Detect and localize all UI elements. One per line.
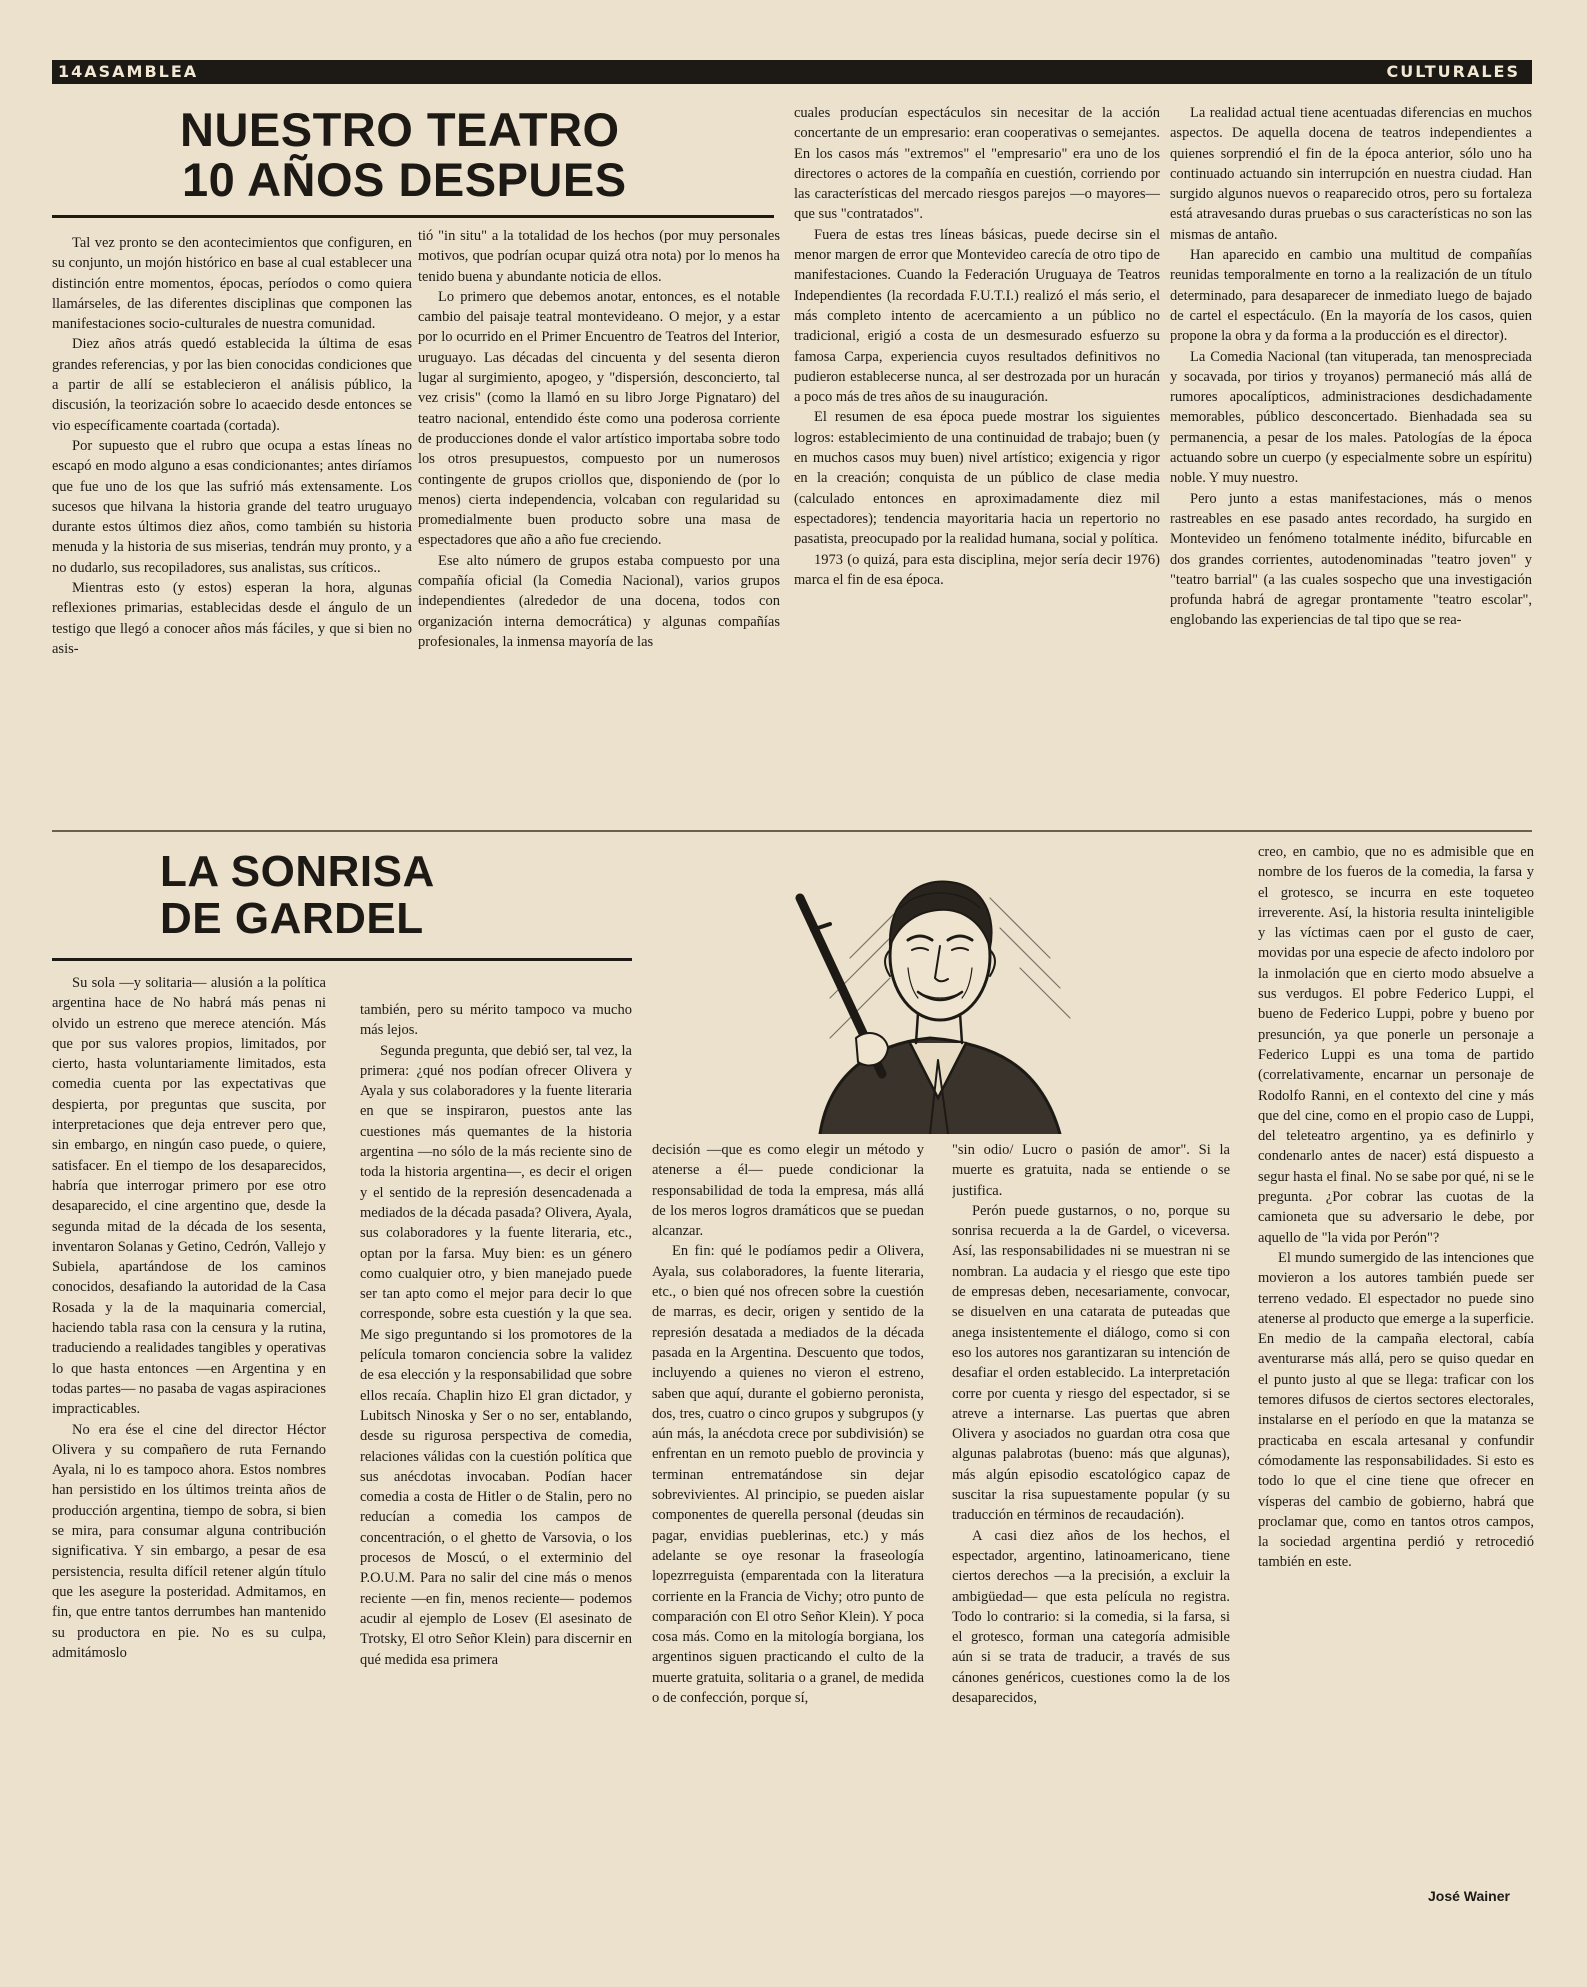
paragraph: El mundo sumergido de las intenciones que movieron a los autores también puede ser terreno vedado. El espectador no puede sino atenerse al producto que emerge a la superficie. En medio de la campaña electoral, cabía aventurarse más allá, pero se quiso quedar en el punto justo al que se llega: traficar con los temores difusos de ciertos sectores electorales, instalarse en el período en que la matanza se practicaba en escala artesanal y confundir cómodamente las responsabilidades. Si esto es todo lo que el cine tiene que ofrecer en vísperas del cambio de gobierno, habrá que proclamar que, como en tantos otros campos, la sociedad argentina perdió y retrocedió también en este. xyxy=(1258,1249,1534,1571)
article1-column-4 xyxy=(1170,103,1532,801)
paragraph: Fuera de estas tres líneas básicas, puede decirse sin el menor margen de error que Montevideo carecía de otro tipo de manifestaciones. Cuando la Federación Uruguaya de Teatros Independientes (la recordada F.U.T.I.) realizó el más serio, el más completo intento de acercamiento a un público no tradicional, erigió a costa de un desmesurado esfuerzo su famosa Carpa, experiencia cuyos resultados definitivos no pudieron establecerse nunca, al ser destrozada por un huracán a poco más de tres años de su inauguración. xyxy=(794,226,1160,406)
article2-title xyxy=(160,848,435,942)
portrait-illustration-icon xyxy=(790,838,1086,1134)
article2-title-line1: LA SONRISA xyxy=(160,847,435,896)
article1-title-rule xyxy=(52,215,774,218)
article1-column-3 xyxy=(794,103,1160,801)
paragraph: Tal vez pronto se den acontecimientos que configuren, en su conjunto, un mojón histórico en base al cual establecer una distinción entre momentos, épocas, períodos o como quiera llamárseles, de las diferentes disciplinas que componen las manifestaciones socio-culturales de nuestra comunidad. xyxy=(52,235,412,333)
paragraph: tió "in situ" a la totalidad de los hechos (por muy personales motivos, que podrían ocupar quizá otra nota) por lo menos ha tenido buena y abundante noticia de ellos. xyxy=(418,228,780,285)
article1-title-line1: NUESTRO TEATRO xyxy=(180,103,620,156)
paragraph: No era ése el cine del director Héctor Olivera y su compañero de ruta Fernando Ayala, ni lo es tampoco ahora. Estos nombres han persistido en los últimos treinta años de producción argentina, tiempo de sobra, si bien se mira, para consumar alguna contribución significativa. Y sin embargo, a pesar de esa persistencia, resulta difícil retener algún título que les asegure la posteridad. Admitamos, en fin, que entre tantos derrumbes han mantenido su productora en pie. No es su culpa, admitámoslo xyxy=(52,1421,326,1661)
article1-column-1 xyxy=(52,233,412,801)
paragraph: Mientras esto (y estos) esperan la hora, algunas reflexiones primarias, establecidas desde el ángulo de un testigo que llegó a conocer años más fáciles, y que si bien no asis- xyxy=(52,580,412,657)
author-signature: José Wainer xyxy=(1428,1888,1510,1904)
section-name: CULTURALES xyxy=(1386,62,1520,81)
paragraph: Lo primero que debemos anotar, entonces, es el notable cambio del paisaje teatral montevideano. O mejor, y a estar por lo ocurrido en el Primer Encuentro de Teatros del Interior, uruguayo. Las décadas del cincuenta y del sesenta dieron lugar al surgimiento, apogeo, y "dispersión, desconcierto, tal vez crisis" (como la llamó en su libro Jorge Pignataro) del teatro nacional, entendido éste como una poderosa corriente de producciones donde el valor artístico importaba sobre todo los otros presupuestos, compuesto por un numerosos contingente de grupos criollos que, disponiendo de (por lo menos) cierta independencia, volcaban con regularidad su promedialmente buen producto sobre una masa de espectadores que año a año fue creciendo. xyxy=(418,288,780,549)
paragraph: Pero junto a estas manifestaciones, más o menos rastreables en ese pasado antes recordado, ha surgido en Montevideo un fenómeno totalmente inédito, bifurcable en dos grandes corrientes, autodenominadas "teatro joven" y "teatro barrial" (a las cuales sospecho que una investigación profunda habrá de agregar prontamente "teatro escolar", englobando las experiencias de tal tipo que se rea- xyxy=(1170,490,1532,629)
paragraph: Por supuesto que el rubro que ocupa a estas líneas no escapó en modo alguno a esas condicionantes; antes diríamos que fue uno de los que las sufrió más extensamente. Los sucesos que hilvana la historia grande del teatro uruguayo durante estos últimos diez años, como también su historia menuda y la historia de sus miserias, tendrán muy pronto, y a no dudarlo, sus recopiladores, sus analistas, sus críticos.. xyxy=(52,437,412,576)
article2-title-rule xyxy=(52,958,632,961)
paragraph: La realidad actual tiene acentuadas diferencias en muchos aspectos. De aquella docena de teatros independientes a quienes sorprendió el fin de la época anterior, sólo uno ha continuado actuando sin interrupción en nuestra ciudad. Han surgido algunos nuevos o reaparecido otros, pero su fortaleza está atravesando duras pruebas o sus características no son las mismas de antaño. xyxy=(1170,105,1532,243)
article1-title-line2: 10 AÑOS DESPUES xyxy=(182,153,627,207)
article2-column-5 xyxy=(1258,842,1534,1852)
paragraph: creo, en cambio, que no es admisible que en nombre de los fueros de la comedia, la farsa y el grotesco, se incurra en este toqueteo irreverente. Así, la historia resulta ininteligible y las víctimas caen por el gusto de caer, movidas por una especie de afecto indoloro por la inmolación que en cierto modo absuelve a sus verdugos. El pobre Federico Luppi, el bueno de Federico Luppi, pobre y bueno por presunción, ya que ponerle un personaje a Federico Luppi es una toma de partido (correlativamente, encarnar un personaje de Rodolfo Ranni, en el contexto del cine y más que del cine, como en el propio caso de Luppi, del teleteatro argentino, ya es definirlo y condenarlo antes de nacer) está dispuesto a segur hasta el final. No se sabe por qué, ni se le pregunta. ¿Por cobrar las cuotas de la camioneta que su adversario le debe, por aquello de "la vida por Perón"? xyxy=(1258,844,1534,1246)
article2-column-1 xyxy=(52,973,326,1908)
paragraph: Diez años atrás quedó establecida la última de esas grandes referencias, y por las bien conocidas condiciones que a partir de allí se establecieron el análisis público, la discusión, la teorización sobre lo acaecido desde entonces se vio específicamente coartada (cortada). xyxy=(52,336,412,434)
paragraph: Ese alto número de grupos estaba compuesto por una compañía oficial (la Comedia Nacional), varios grupos independientes (alrededor de una docena, todos con organización interna democrática) y algunas compañías profesionales, la inmensa mayoría de las xyxy=(418,552,780,650)
article1-column-2 xyxy=(418,226,780,801)
paragraph: Su sola —y solitaria— alusión a la política argentina hace de No habrá más penas ni olvido un estreno que merece atención. Más que por sus valores propios, limitados, por cierto, hasta voluntariamente limitados, esta comedia cuenta por las expectativas que despierta, por preguntas que suscita, por interpretaciones que deja entrever pero que, sin embargo, en ningún caso puede, o quiere, satisfacer. En el tiempo de los desaparecidos, habría que interrogar primero por ese otro desaparecido, el cine argentino que, desde la segunda mitad de la década de los sesenta, inventaron Solanas y Getino, Cedrón, Vallejo y Subiela, apartándose de los caminos conocidos, desafiando la autoridad de la Casa Rosada y la de la maquinaria comercial, haciendo tabla rasa con la censura y la rutina, traduciendo a realidades tangibles y operativas lo que hasta entonces —en Argentina y en todas partes— no pasaba de vagas aspiraciones impracticables. xyxy=(52,975,326,1418)
paragraph: cuales producían espectáculos sin necesitar de la acción concertante de un empresario: eran cooperativas o semejantes. En los casos más "extremos" el "empresario" era uno de los directores o actores de la compañía en cuestión, corriendo por las características del mercado riesgos parejos —o mayores— que sus "contratados". xyxy=(794,105,1160,223)
paragraph: decisión —que es como elegir un método y atenerse a él— puede condicionar la responsabilidad de toda la empresa, más allá de los meros logros dramáticos que se puedan alcanzar. xyxy=(652,1142,924,1240)
article2-column-3 xyxy=(652,1140,924,1908)
page-header-banner xyxy=(52,60,1532,84)
article2-column-2 xyxy=(360,1000,632,1908)
paragraph: Perón puede gustarnos, o no, porque su sonrisa recuerda a la de Gardel, o viceversa. Así, las responsabilidades ni se muestran ni se nombran. La audacia y el riesgo que este tipo de empresas deben, necesariamente, convocar, se disuelven en una catarata de puteadas que anega insistentemente el diálogo, como si con eso los autores nos garantizaran su intención de desafiar el orden establecido. La interpretación corre por cuenta y riesgo del espectador, si se atreve a internarse. Las puertas que abren Olivera y asociados no guardan otra cosa que algunas palabrotas (bueno: más que algunas), más algún episodio escatológico capaz de suscitar la risa supuestamente popular (y su traducción en términos de recaudación). xyxy=(952,1202,1230,1524)
paragraph: La Comedia Nacional (tan vituperada, tan menospreciada y socavada, por tirios y troyanos) permaneció más allá de rumores apocalípticos, administraciones desdichadamente memorables, público desconcertado. Bienhadada sea su permanencia, a pesar de los males. Patologías de la época actuando sobre un cuerpo (y especialmente sobre un espíritu) noble. Y muy nuestro. xyxy=(1170,348,1532,487)
article-separator xyxy=(52,830,1532,832)
paragraph: 1973 (o quizá, para esta disciplina, mejor sería decir 1976) marca el fin de esa época. xyxy=(794,551,1160,588)
paragraph: En fin: qué le podíamos pedir a Olivera, Ayala, sus colaboradores, la fuente literaria, etc., o bien qué nos ofrecen sobre la cuestión de marras, es decir, origen y sentido de la represión desatada a mediados de la década pasada en la Argentina. Descuento que todos, incluyendo a quienes no vieron el estreno, saben que aquí, durante el gobierno peronista, dos, tres, cuatro o cinco grupos y subgrupos (y aún más, la anécdota crece por subdivisión) se enfrentan en un remoto pueblo de provincia y terminan entrematándose sin dejar sobrevivientes. Al principio, se pueden aislar componentes de querella personal (deudas sin pagar, envidias pueblerinas, etc.) y más adelante se oye resonar la fraseología lopezrreguista (emparentada con la literatura corriente en la Francia de Vichy; otro punto de comparación con El otro Señor Klein). Y poca cosa más. Como en la mitología borgiana, los argentinos siguen practicando el culto de la muerte gratuita, solitaria o a granel, de medida o de confección, porque sí, xyxy=(652,1243,924,1707)
paragraph: El resumen de esa época puede mostrar los siguientes logros: establecimiento de una continuidad de trabajo; buen (y en muchos casos muy buen) nivel artístico; exigencia y rigor en la creación; conquista de un público de clase media (calculado entonces en aproximadamente diez mil espectadores); tendencia mayoritaria hacia un repertorio no pasatista, preocupado por la realidad humana, social y política. xyxy=(794,409,1160,548)
paragraph: Segunda pregunta, que debió ser, tal vez, la primera: ¿qué nos podían ofrecer Olivera y Ayala y sus colaboradores y la fuente literaria en que se inspiraron, puestos ante las cuestiones más quemantes de la historia argentina —no sólo de la más reciente sino de toda la historia argentina—, es decir el origen y el sentido de la represión desencadenada a mediados de la década pasada? Olivera, Ayala, sus colaboradores y la fuente literaria, etc., optan por la farsa. Muy bien: es un género como cualquier otro, y bien manejado puede ser tan apto como el mejor para decir lo que corresponde, sobre esta cuestión y la que sea. Me sigo preguntando si los promotores de la película tomaron conciencia sobre la validez de esa elección y la responsabilidad que sobre ellos recaía. Chaplin hizo El gran dictador, y Lubitsch Ninoska y Ser o no ser, entablando, desde su rigurosa perspectiva de comedia, relaciones válidas con la cuestión política que sus anécdotas invocaban. Podían hacer comedia a costa de Hitler o de Stalin, pero no reducían a comedia los campos de concentración, o el ghetto de Varsovia, o los procesos de Moscú, o el exterminio del P.O.U.M. Para no salir del cine más o menos reciente —en fin, menos reciente— podemos acudir al ejemplo de Losev (El asesinato de Trotsky, El otro Señor Klein) para discernir en qué medida esa primera xyxy=(360,1042,632,1668)
paragraph: "sin odio/ Lucro o pasión de amor". Si la muerte es gratuita, nada se entiende o se justifica. xyxy=(952,1142,1230,1199)
paragraph: A casi diez años de los hechos, el espectador, argentino, latinoamericano, tiene ciertos derechos —a la precisión, a excluir la ambigüedad— que esta película no registra. Todo lo contrario: si la comedia, si la farsa, si el grotesco, forman una categoría admisible aún si se trata de traducir, a través de sus cánones genéricos, cuestiones como la de los desaparecidos, xyxy=(952,1527,1230,1707)
article2-column-4 xyxy=(952,1140,1230,1908)
article1-title xyxy=(180,105,627,206)
article2-title-line2: DE GARDEL xyxy=(160,894,424,944)
paragraph: Han aparecido en cambio una multitud de compañías reunidas temporalmente en torno a la realización de un título determinado, para desaparecer de inmediato luego de bajado de cartel el espectáculo. (En la mayoría de los casos, quien propone la obra y da forma a la producción es el director). xyxy=(1170,247,1532,345)
page-number-publication: 14ASAMBLEA xyxy=(58,62,199,81)
paragraph: también, pero su mérito tampoco va mucho más lejos. xyxy=(360,1002,632,1039)
